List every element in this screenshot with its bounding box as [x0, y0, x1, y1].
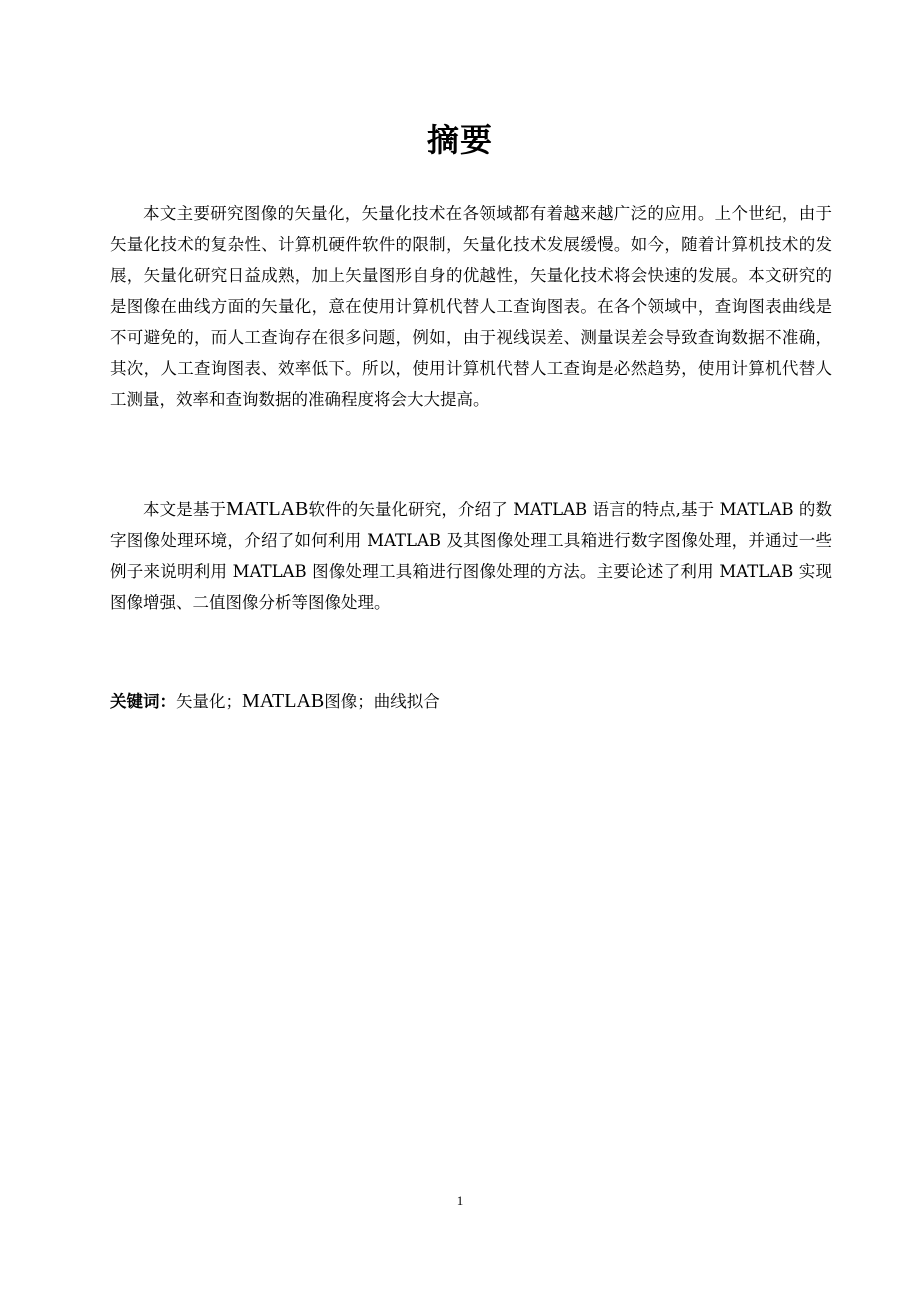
- abstract-title: 摘要: [426, 121, 493, 159]
- paragraph-2-suffix: 软件的矢量化研究，介绍了 MATLAB 语言的特点,基于 MATLAB 的数字图像处理环境，介绍了如何利用 MATLAB 及其图像处理工具箱进行数字图像处理，并通过一些例子来说明利用 MATLAB 图像处理工具箱进行图像处理的方法。主要论述了利用 MATLAB 实现图像增强、二值图像分析等图像处理。: [110, 500, 832, 612]
- abstract-paragraph-2: [110, 494, 832, 618]
- keywords-before: 矢量化；: [176, 692, 242, 711]
- paragraph-2-prefix: 本文是基于: [143, 500, 227, 519]
- keywords-line: [110, 686, 832, 717]
- keywords-after: 图像；曲线拟合: [324, 692, 440, 711]
- page-number: 1: [456, 1193, 464, 1208]
- paragraph-2-matlab: MATLAB: [226, 498, 309, 520]
- keywords-label: 关键词：: [110, 692, 176, 711]
- keywords-matlab: MATLAB: [242, 690, 325, 712]
- abstract-paragraph-1: 本文主要研究图像的矢量化，矢量化技术在各领域都有着越来越广泛的应用。上个世纪，由于矢量化技术的复杂性、计算机硬件软件的限制，矢量化技术发展缓慢。如今，随着计算机技术的发展，矢量化研究日益成熟，加上矢量图形自身的优越性，矢量化技术将会快速的发展。本文研究的是图像在曲线方面的矢量化，意在使用计算机代替人工查询图表。在各个领域中，查询图表曲线是不可避免的，而人工查询存在很多问题，例如，由于视线误差、测量误差会导致查询数据不准确，其次，人工查询图表、效率低下。所以，使用计算机代替人工查询是必然趋势，使用计算机代替人工测量，效率和查询数据的准确程度将会大大提高。: [110, 204, 832, 409]
